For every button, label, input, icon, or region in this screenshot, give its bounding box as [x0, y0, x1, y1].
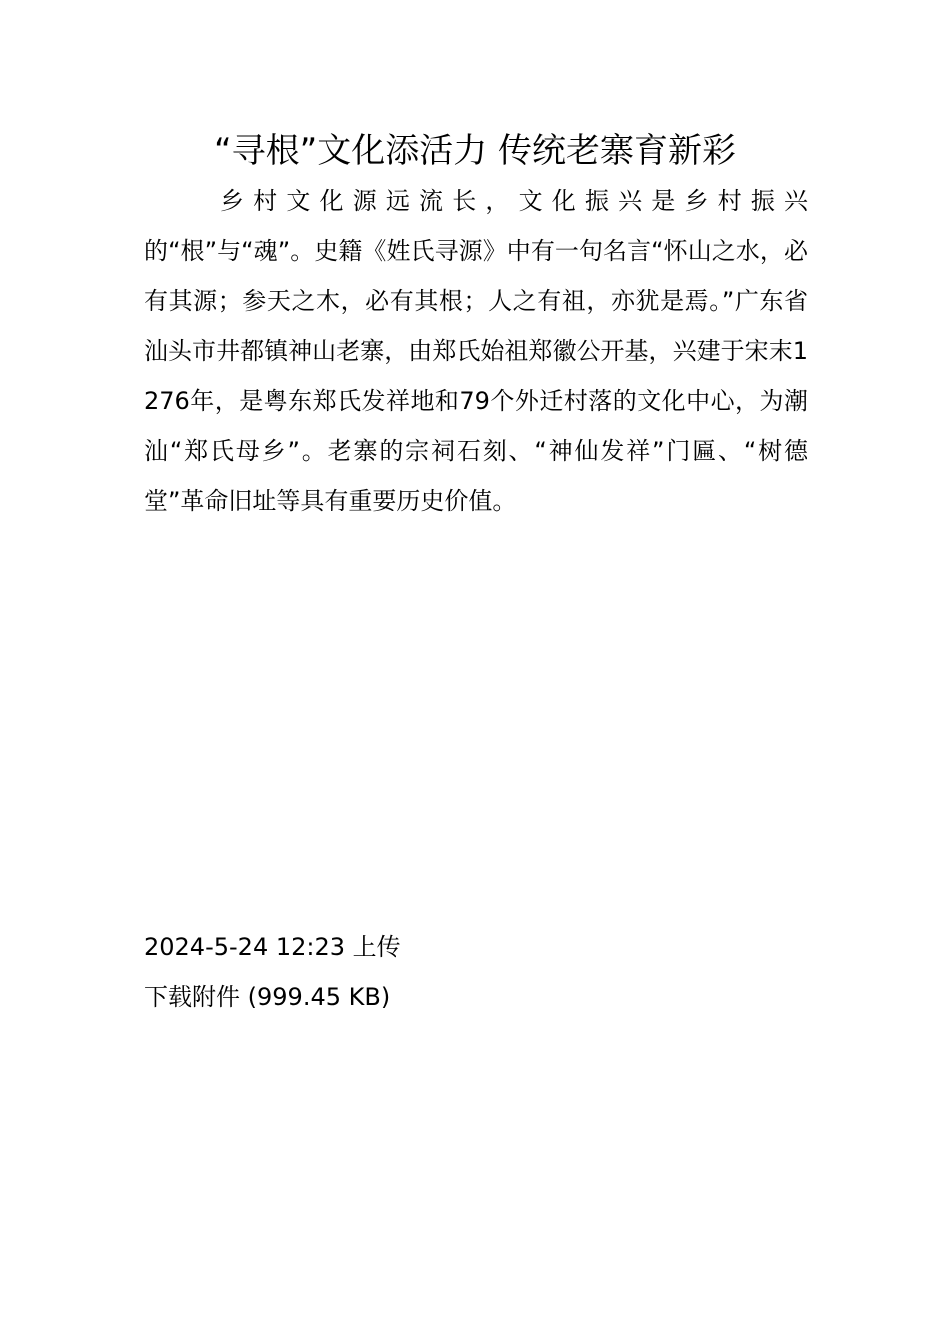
attachment-size: (999.45 KB) [247, 983, 391, 1011]
attachment-line [144, 972, 390, 1022]
upload-timestamp: 2024-5-24 12:23 上传 [144, 933, 401, 961]
download-attachment-link[interactable]: 下载附件 [144, 983, 240, 1011]
article-body: 乡村文化源远流长，文化振兴是乡村振兴的“根”与“魂”。史籍《姓氏寻源》中有一句名言“怀山之水，必有其源；参天之木，必有其根；人之有祖，亦犹是焉。”广东省汕头市井都镇神山老寨，由郑氏始祖郑徽公开基，兴建于宋末1276年，是粤东郑氏发祥地和79个外迁村落的文化中心，为潮汕“郑氏母乡”。老寨的宗祠石刻、“神仙发祥”门匾、“树德堂”革命旧址等具有重要历史价值。 [144, 187, 808, 515]
article-title: “寻根”文化添活力 传统老寨育新彩 [213, 131, 737, 171]
